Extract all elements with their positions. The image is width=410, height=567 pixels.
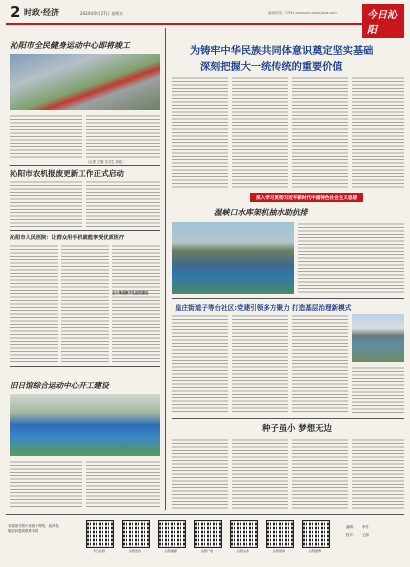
page-number: 2 — [10, 3, 21, 21]
article-7-body-col3 — [292, 438, 348, 510]
article-3-body-col2 — [61, 244, 109, 362]
qr-code[interactable] — [86, 520, 114, 548]
qr-code[interactable] — [266, 520, 294, 548]
article-4-body-left — [10, 460, 82, 508]
qr-label: 沁阳广电 — [200, 549, 213, 553]
qr-label: 沁阳头条 — [236, 549, 249, 553]
date-line: 2024年9月27日 星期五 — [80, 11, 124, 16]
masthead-logo: 今日沁阳 — [362, 4, 404, 38]
article-3-headline: 沁阳市人民医院：让群众用手机就能享受优质医疗 — [10, 235, 125, 241]
article-6-headline: 皇庄街道子等台社区:党建引领多方聚力 打造基层治理新模式 — [175, 304, 352, 312]
qr-code[interactable] — [158, 520, 186, 548]
main-headline-line1: 为铸牢中华民族共同体意识奠定坚实基础 — [190, 46, 374, 57]
article-4-headline: 旧日馆综合运动中心开工建设 — [10, 381, 109, 390]
checker-label: 校对： — [346, 533, 357, 537]
article-1-byline: （记者 王敏 实习生 刘佳） — [86, 160, 126, 164]
article-6-photo — [352, 314, 404, 362]
article-7-headline: 种子虽小 梦想无边 — [262, 423, 332, 433]
article-6-body-col2 — [232, 314, 288, 414]
publisher-line: 新闻热线：0391-xxxxxxx www.jzxw.com — [268, 11, 337, 15]
qr-label: 沁阳视频 — [272, 549, 285, 553]
article-1-body-left — [10, 114, 82, 160]
qr-code[interactable] — [230, 520, 258, 548]
article-1-photo — [10, 54, 160, 110]
footer-rule — [6, 514, 404, 515]
article-3-body-col1 — [10, 244, 58, 362]
article-3-subheading: 全力推进数字化医院建设 — [112, 291, 149, 295]
divider — [10, 230, 160, 231]
article-5-body — [298, 222, 404, 294]
article-7-body-col4 — [352, 438, 404, 510]
article-2-headline: 沁阳市农机报废更新工作正式启动 — [10, 169, 124, 178]
article-3-body-col3 — [112, 244, 160, 362]
checker-name: 王丽 — [362, 533, 369, 537]
qr-label: 沁阳微博 — [308, 549, 321, 553]
main-body-col4 — [352, 76, 404, 188]
main-body-col3 — [292, 76, 348, 188]
divider — [172, 298, 404, 299]
article-4-photo — [10, 394, 160, 456]
masthead — [6, 3, 404, 36]
editor-label: 编辑： — [346, 525, 357, 529]
divider — [172, 418, 404, 419]
red-banner: 深入学习贯彻习近平新时代中国特色社会主义思想 — [250, 193, 363, 202]
main-body-col1 — [172, 76, 228, 188]
article-4-body-right — [86, 460, 160, 508]
editor-name: 李芳 — [362, 525, 369, 529]
qr-label: 沁阳融媒 — [164, 549, 177, 553]
qr-code[interactable] — [122, 520, 150, 548]
main-headline-line2: 深刻把握大一统传统的重要价值 — [200, 62, 343, 73]
qr-code[interactable] — [194, 520, 222, 548]
main-body-col2 — [232, 76, 288, 188]
divider — [10, 366, 160, 367]
article-7-body-col1 — [172, 438, 228, 510]
footer-notice: 本版部分图片来源于网络，如涉及版权问题请联系本报 — [8, 524, 59, 533]
article-2-body-left — [10, 180, 82, 228]
article-1-body-right — [86, 114, 160, 160]
column-divider — [165, 28, 166, 510]
article-1-headline: 沁阳市全民健身运动中心即将竣工 — [10, 40, 130, 50]
qr-label: 沁阳发布 — [128, 549, 141, 553]
article-5-photo — [172, 222, 294, 294]
article-7-body-col2 — [232, 438, 288, 510]
article-6-body-col3 — [292, 314, 348, 414]
article-2-body-right — [86, 180, 160, 228]
qr-code[interactable] — [302, 520, 330, 548]
qr-label: 今日沁阳 — [92, 549, 105, 553]
section-title: 时政·经济 — [24, 8, 60, 17]
article-6-body-col1 — [172, 314, 228, 414]
article-5-headline: 温峡口水库架机抽水助抗排 — [214, 208, 308, 217]
article-6-body-col4 — [352, 366, 404, 414]
divider — [10, 165, 160, 166]
